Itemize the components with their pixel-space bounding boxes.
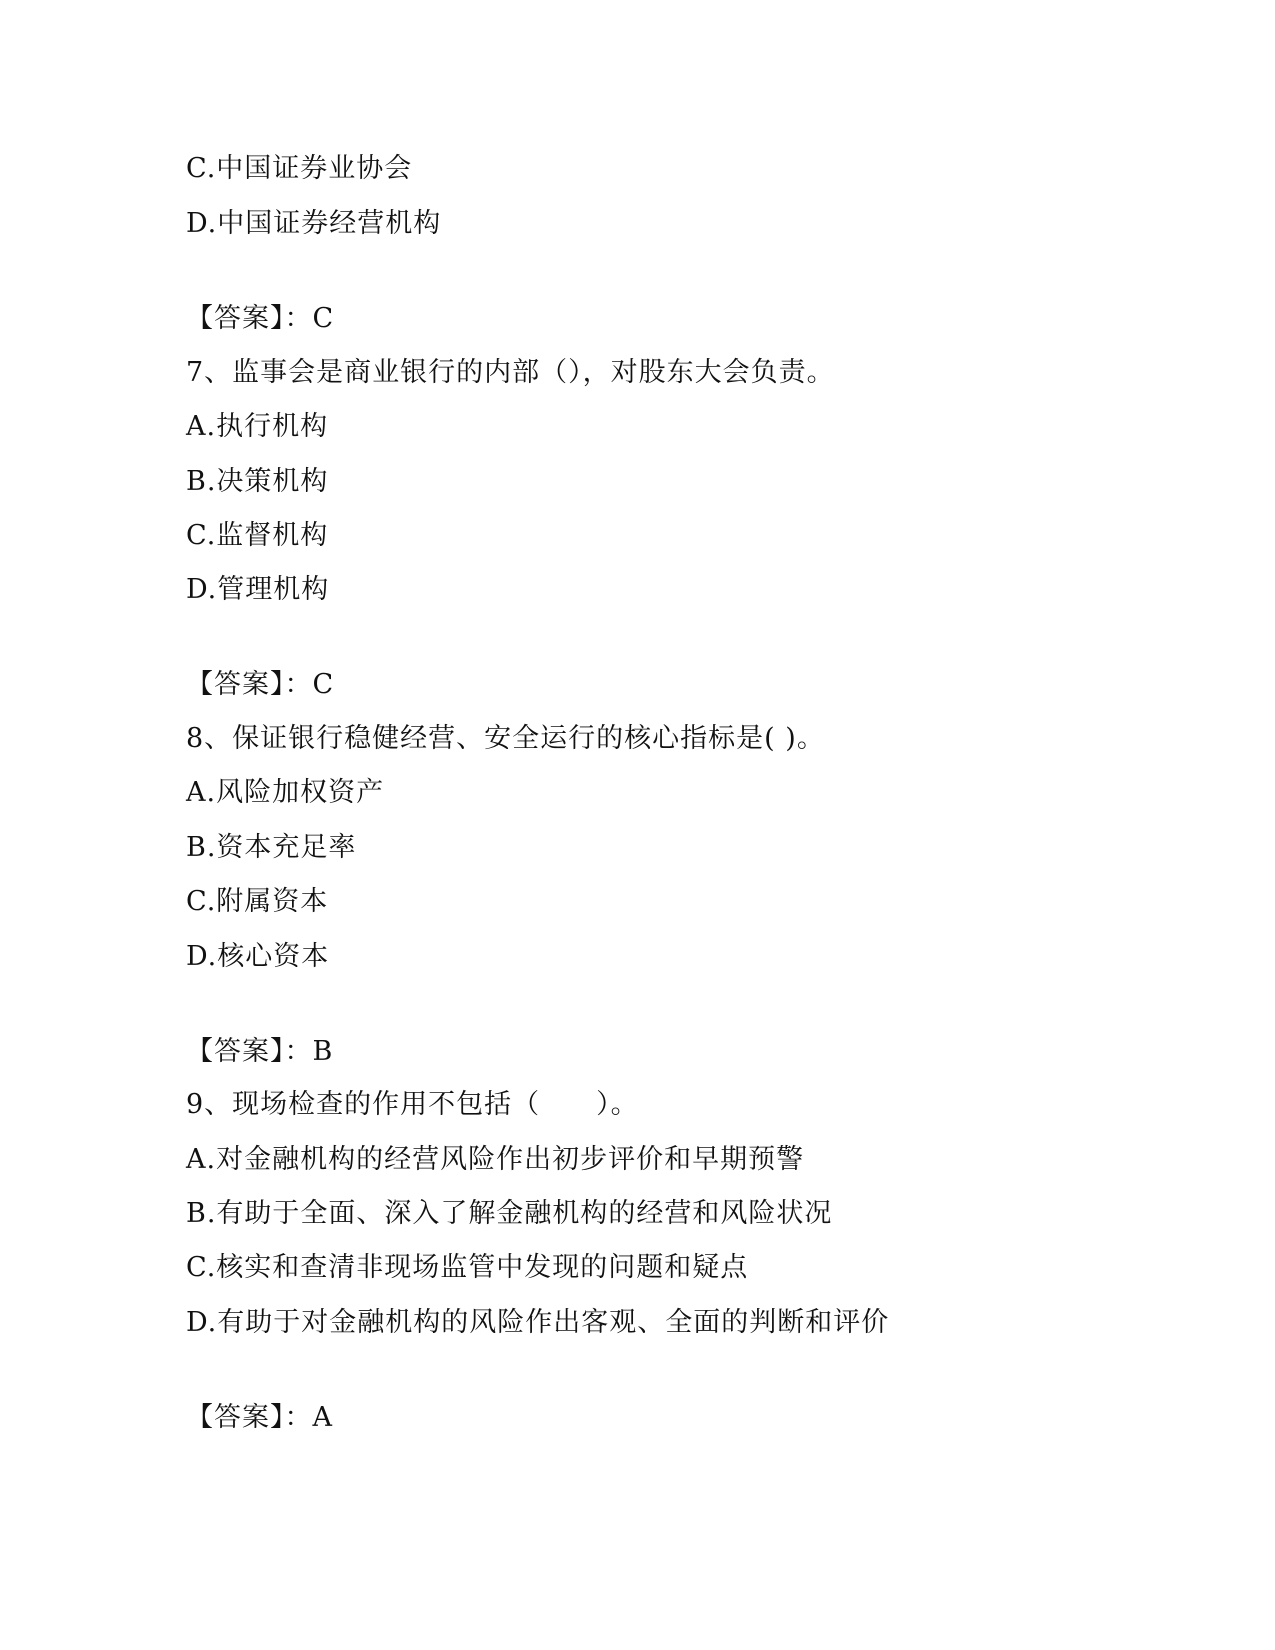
option-a: A.风险加权资产 <box>186 777 385 808</box>
option-d: D.中国证券经营机构 <box>186 208 442 239</box>
question-7: 7、监事会是商业银行的内部（），对股东大会负责。 <box>186 357 835 388</box>
question-8: 8、保证银行稳健经营、安全运行的核心指标是( )。 <box>186 723 825 754</box>
option-c: C.中国证券业协会 <box>186 153 413 184</box>
answer-line: 【答案】：B <box>186 1036 334 1067</box>
option-d: D.管理机构 <box>186 574 330 605</box>
answer-line: 【答案】：A <box>186 1402 333 1433</box>
option-a: A.对金融机构的经营风险作出初步评价和早期预警 <box>186 1144 805 1175</box>
question-9: 9、现场检查的作用不包括（ ）。 <box>186 1089 639 1120</box>
option-a: A.执行机构 <box>186 411 329 442</box>
option-b: B.有助于全面、深入了解金融机构的经营和风险状况 <box>186 1198 833 1229</box>
answer-line: 【答案】：C <box>186 669 335 700</box>
option-b: B.资本充足率 <box>186 832 357 863</box>
option-b: B.决策机构 <box>186 466 329 497</box>
option-c: C.附属资本 <box>186 886 329 917</box>
option-d: D.核心资本 <box>186 941 330 972</box>
option-d: D.有助于对金融机构的风险作出客观、全面的判断和评价 <box>186 1307 890 1338</box>
option-c: C.监督机构 <box>186 520 329 551</box>
option-c: C.核实和查清非现场监管中发现的问题和疑点 <box>186 1252 749 1283</box>
answer-line: 【答案】：C <box>186 303 335 334</box>
